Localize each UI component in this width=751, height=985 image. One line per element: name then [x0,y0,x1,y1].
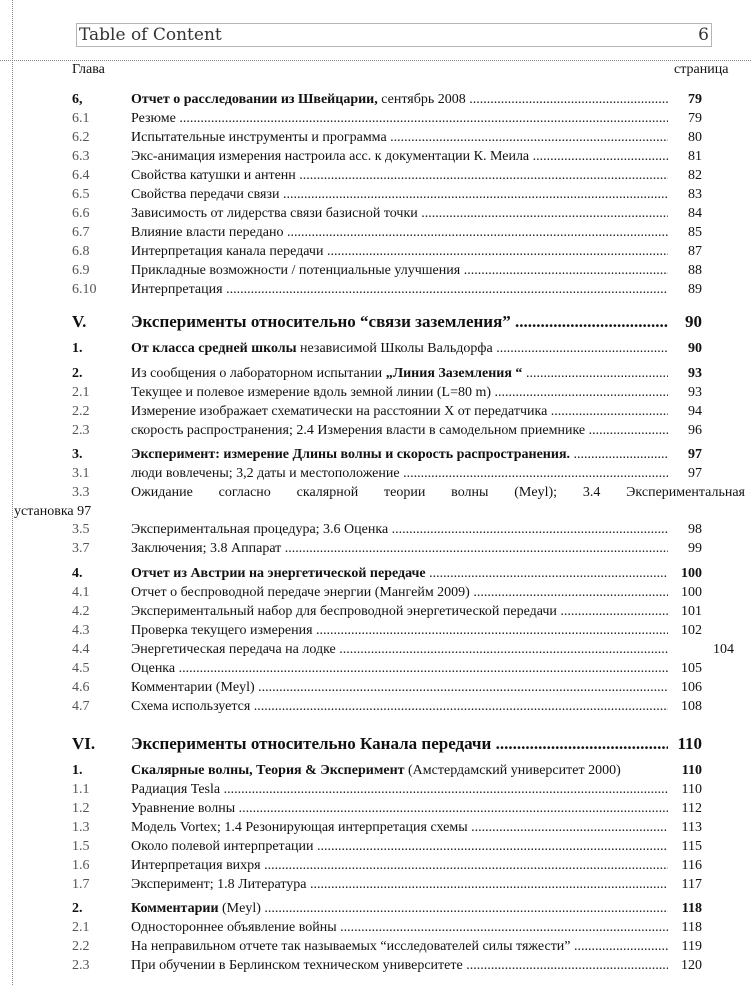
entry-number: 3.5 [72,522,90,537]
entry-page: 88 [688,263,702,278]
entry-label-text: Эксперименты относительно “связи заземления” [131,312,511,331]
entry-label [131,780,668,799]
toc-entry [72,780,706,799]
entry-page: 93 [688,366,702,381]
entry-label [131,204,668,223]
entry-number: 3.7 [72,541,90,556]
entry-label-text: Схема используется [131,699,251,714]
toc-entry [72,583,706,602]
entry-label-text: Испытательные инструменты и программа [131,130,387,145]
entry-label-text: Из сообщения о лабораторном испытании [131,366,386,381]
entry-label [131,918,668,937]
header-page-number: 6 [698,25,709,45]
entry-page: 120 [681,958,702,973]
toc-entry [72,242,706,261]
entry-label [131,539,668,558]
entry-page: 82 [688,168,702,183]
entry-label [131,166,668,185]
entry-label-bold: Эксперимент: измерение Длины волны и скорость распространения. [131,447,571,462]
entry-number: 6.3 [72,149,90,164]
entry-page: 97 [688,466,702,481]
entry-page: 83 [688,187,702,202]
toc-entry [72,659,706,678]
entry-number: 2.3 [72,423,90,438]
entry-number: 2.2 [72,939,90,954]
toc-entry [72,640,706,659]
entry-label [131,364,668,383]
entry-label [131,339,668,358]
entry-number: 1.3 [72,820,90,835]
entry-number: 4.3 [72,623,90,638]
entry-label [131,697,668,716]
entry-label [131,109,668,128]
entry-number: 6.8 [72,244,90,259]
toc-entry [72,856,706,875]
toc-entry [72,899,706,918]
entry-number: 1.2 [72,801,90,816]
entry-label-text: Свойства катушки и антенн [131,168,296,183]
entry-label-bold: Отчет из Австрии на энергетической передаче [131,566,426,581]
toc-entry [72,339,706,358]
entry-number: 4. [72,566,83,581]
entry-page-4-4: 104 [713,642,734,657]
entry-label [131,280,668,299]
entry-label [131,310,668,334]
entry-label [131,383,668,402]
entry-page: 106 [681,680,702,695]
entry-number: 2.1 [72,385,90,400]
entry-page: 90 [688,341,702,356]
entry-label-text: Отчет о беспроводной передаче энергии (Мангейм 2009) [131,585,470,600]
toc-entry [72,445,706,464]
toc-entry [72,147,706,166]
entry-label-text: Радиация Tesla [131,782,221,797]
entry-label-text: скорость распространения; 2.4 Измерения власти в самодельном приемнике [131,423,586,438]
toc-entry [72,621,706,640]
margin-guide-vertical [12,0,13,985]
entry-page: 94 [688,404,702,419]
entry-page: 102 [681,623,702,638]
entry-label-text: Эксперимент; 1.8 Литература [131,877,307,892]
column-header-chapter: Глава [72,62,105,77]
toc-entry [72,678,706,697]
entry-label-text: Экспериментальный набор для беспроводной энергетической передачи [131,604,557,619]
entry-page: 98 [688,522,702,537]
entry-page: 117 [681,877,702,892]
toc-entry [72,818,706,837]
entry-label [131,147,668,166]
entry-page: 113 [681,820,702,835]
entry-page: 97 [688,447,702,462]
toc-entry [72,937,706,956]
entry-label-text: Зависимость от лидерства связи базисной точки [131,206,418,221]
toc-entry [72,421,706,440]
entry-number: 4.2 [72,604,90,619]
entry-number: 1. [72,341,83,356]
entry-label [131,564,668,583]
entry-label-text: Модель Vortex; 1.4 Резонирующая интерпретация схемы [131,820,468,835]
toc-entry [72,875,706,894]
entry-number: 4.1 [72,585,90,600]
entry-page: 79 [688,111,702,126]
entry-label [131,956,668,975]
toc-entry [72,364,706,383]
entry-label-text: Около полевой интерпретации [131,839,314,854]
entry-page: 84 [688,206,702,221]
entry-number: V. [72,312,87,331]
entry-page: 100 [681,566,702,581]
entry-page: 79 [688,92,702,107]
entry-label-text: Интерпретация канала передачи [131,244,324,259]
entry-number: 1.5 [72,839,90,854]
entry-page: 85 [688,225,702,240]
entry-page: 115 [681,839,702,854]
entry-label [131,678,668,697]
entry-page: 87 [688,244,702,259]
entry-label-text: На неправильном отчете так называемых “исследователей силы тяжести” [131,939,571,954]
entry-label-text: Интерпретация вихря [131,858,261,873]
entry-label-continued: установка 97 [14,504,92,519]
entry-label [131,761,676,780]
toc-entry [72,90,706,109]
entry-label-text: Оценка [131,661,176,676]
entry-label-text: сентябрь 2008 [377,92,466,107]
entry-page: 118 [681,920,702,935]
entry-page: 110 [681,782,702,797]
entry-label-bold: Скалярные волны, Теория & Эксперимент [131,763,405,778]
entry-label-text: Эксперименты относительно Канала передачи [131,734,492,753]
toc-entry [72,223,706,242]
entry-number: 3. [72,447,83,462]
entry-number: 6.10 [72,282,97,297]
entry-label [131,583,668,602]
entry-label-text: Уравнение волны [131,801,236,816]
toc-entry [72,602,706,621]
entry-label [131,837,668,856]
entry-number: 4.6 [72,680,90,695]
toc-entry [72,310,706,334]
entry-label-text: Одностороннее объявление войны [131,920,337,935]
toc-entry [72,539,706,558]
entry-page: 105 [681,661,702,676]
toc-entry [72,280,706,299]
entry-label [131,402,668,421]
entry-label [131,640,668,659]
entry-label-text: Измерение изображает схематически на расстоянии X от передатчика [131,404,548,419]
entry-page: 119 [681,939,702,954]
entry-label [131,621,668,640]
entry-number: 6.1 [72,111,90,126]
header-title: Table of Content [79,25,222,45]
entry-label-text: Интерпретация [131,282,223,297]
entry-page: 110 [677,734,702,753]
entry-label-bold: Комментарии [131,901,219,916]
entry-label: Ожидание согласно скалярной теории волны (Meyl); 3.4 Экспериментальная [131,485,745,500]
entry-label [131,899,668,918]
toc-entry [72,185,706,204]
entry-label-text: люди вовлечены; 3,2 даты и местоположение [131,466,400,481]
toc-entry [72,402,706,421]
toc-entry [72,261,706,280]
entry-number: 3.1 [72,466,90,481]
entry-label [131,659,668,678]
entry-page: 80 [688,130,702,145]
toc-entry [72,732,706,756]
toc-entry [72,128,706,147]
toc-entry [72,799,706,818]
entry-number: 2.3 [72,958,90,973]
entry-number: 1.6 [72,858,90,873]
entry-number: 6, [72,92,83,107]
entry-number: 6.5 [72,187,90,202]
entry-label [131,856,668,875]
toc-entry [72,383,706,402]
toc-entry [72,761,706,780]
entry-page: 81 [688,149,702,164]
entry-page: 99 [688,541,702,556]
entry-number: 4.5 [72,661,90,676]
entry-number: 2. [72,901,83,916]
entry-page: 89 [688,282,702,297]
toc-entry [72,697,706,716]
entry-label-text: (Амстердамский университет 2000) [404,763,621,778]
entry-number: VI. [72,734,96,753]
entry-label [131,875,668,894]
entry-label-text: Свойства передачи связи [131,187,280,202]
entry-page: 90 [685,312,702,331]
entry-number: 6.2 [72,130,90,145]
entry-number: 4.4 [72,642,90,657]
toc-entry [72,956,706,975]
entry-number: 1. [72,763,83,778]
entry-number: 1.7 [72,877,90,892]
entry-label-bold: От класса средней школы [131,341,297,356]
entry-label-text: Текущее и полевое измерение вдоль земной линии (L=80 m) [131,385,492,400]
entry-page: 118 [681,901,702,916]
toc-entry [72,109,706,128]
entry-number: 2.1 [72,920,90,935]
entry-number: 4.7 [72,699,90,714]
entry-label [131,421,668,440]
entry-page: 100 [681,585,702,600]
entry-page: 116 [681,858,702,873]
entry-number: 1.1 [72,782,90,797]
entry-label-text: независимой Школы Вальдорфа [296,341,493,356]
entry-label-text: Энергетическая передача на лодке [131,642,336,657]
entry-number: 6.6 [72,206,90,221]
entry-label [131,445,668,464]
entry-label-text: Влияние власти передано [131,225,284,240]
entry-label-bold: Отчет о расследовании из Швейцарии, [131,92,378,107]
entry-label [131,185,668,204]
toc-entry [72,918,706,937]
entry-label [131,90,668,109]
entry-page: 96 [688,423,702,438]
entry-number: 2.2 [72,404,90,419]
entry-label [131,937,668,956]
entry-page: 93 [688,385,702,400]
margin-guide-horizontal [0,60,751,61]
entry-label-text: Прикладные возможности / потенциальные улучшения [131,263,461,278]
entry-label [131,242,668,261]
entry-label [131,818,668,837]
entry-label-text: Проверка текущего измерения [131,623,313,638]
toc-entry [72,564,706,583]
entry-label-text: Экс-анимация измерения настроила асс. к документации К. Меила [131,149,530,164]
toc-entry [72,520,706,539]
toc-entry [72,166,706,185]
entry-label [131,223,668,242]
entry-number: 3.3 [72,485,90,500]
entry-number: 6.4 [72,168,90,183]
entry-number: 6.9 [72,263,90,278]
entry-page: 101 [681,604,702,619]
entry-label-text: Резюме [131,111,176,126]
entry-label [131,602,668,621]
column-header-page: страница [674,62,729,77]
entry-label-text: При обучении в Берлинском техническом университете [131,958,463,973]
entry-label-bold: „Линия Заземления “ [385,366,523,381]
entry-label [131,799,668,818]
entry-label [131,520,668,539]
toc-entry [72,204,706,223]
entry-page: 110 [681,763,702,778]
entry-number: 2. [72,366,83,381]
entry-label [131,732,668,756]
entry-label-text: Экспериментальная процедура; 3.6 Оценка [131,522,389,537]
toc-entry [72,464,706,483]
entry-page: 112 [681,801,702,816]
entry-page: 108 [681,699,702,714]
entry-label [131,464,668,483]
toc-entry [72,837,706,856]
entry-number: 6.7 [72,225,90,240]
entry-label-text: Комментарии (Meyl) [131,680,255,695]
entry-label-text: Заключения; 3.8 Аппарат [131,541,282,556]
entry-label [131,261,668,280]
running-header [76,23,712,47]
entry-label [131,128,668,147]
entry-label-text: (Meyl) [218,901,261,916]
